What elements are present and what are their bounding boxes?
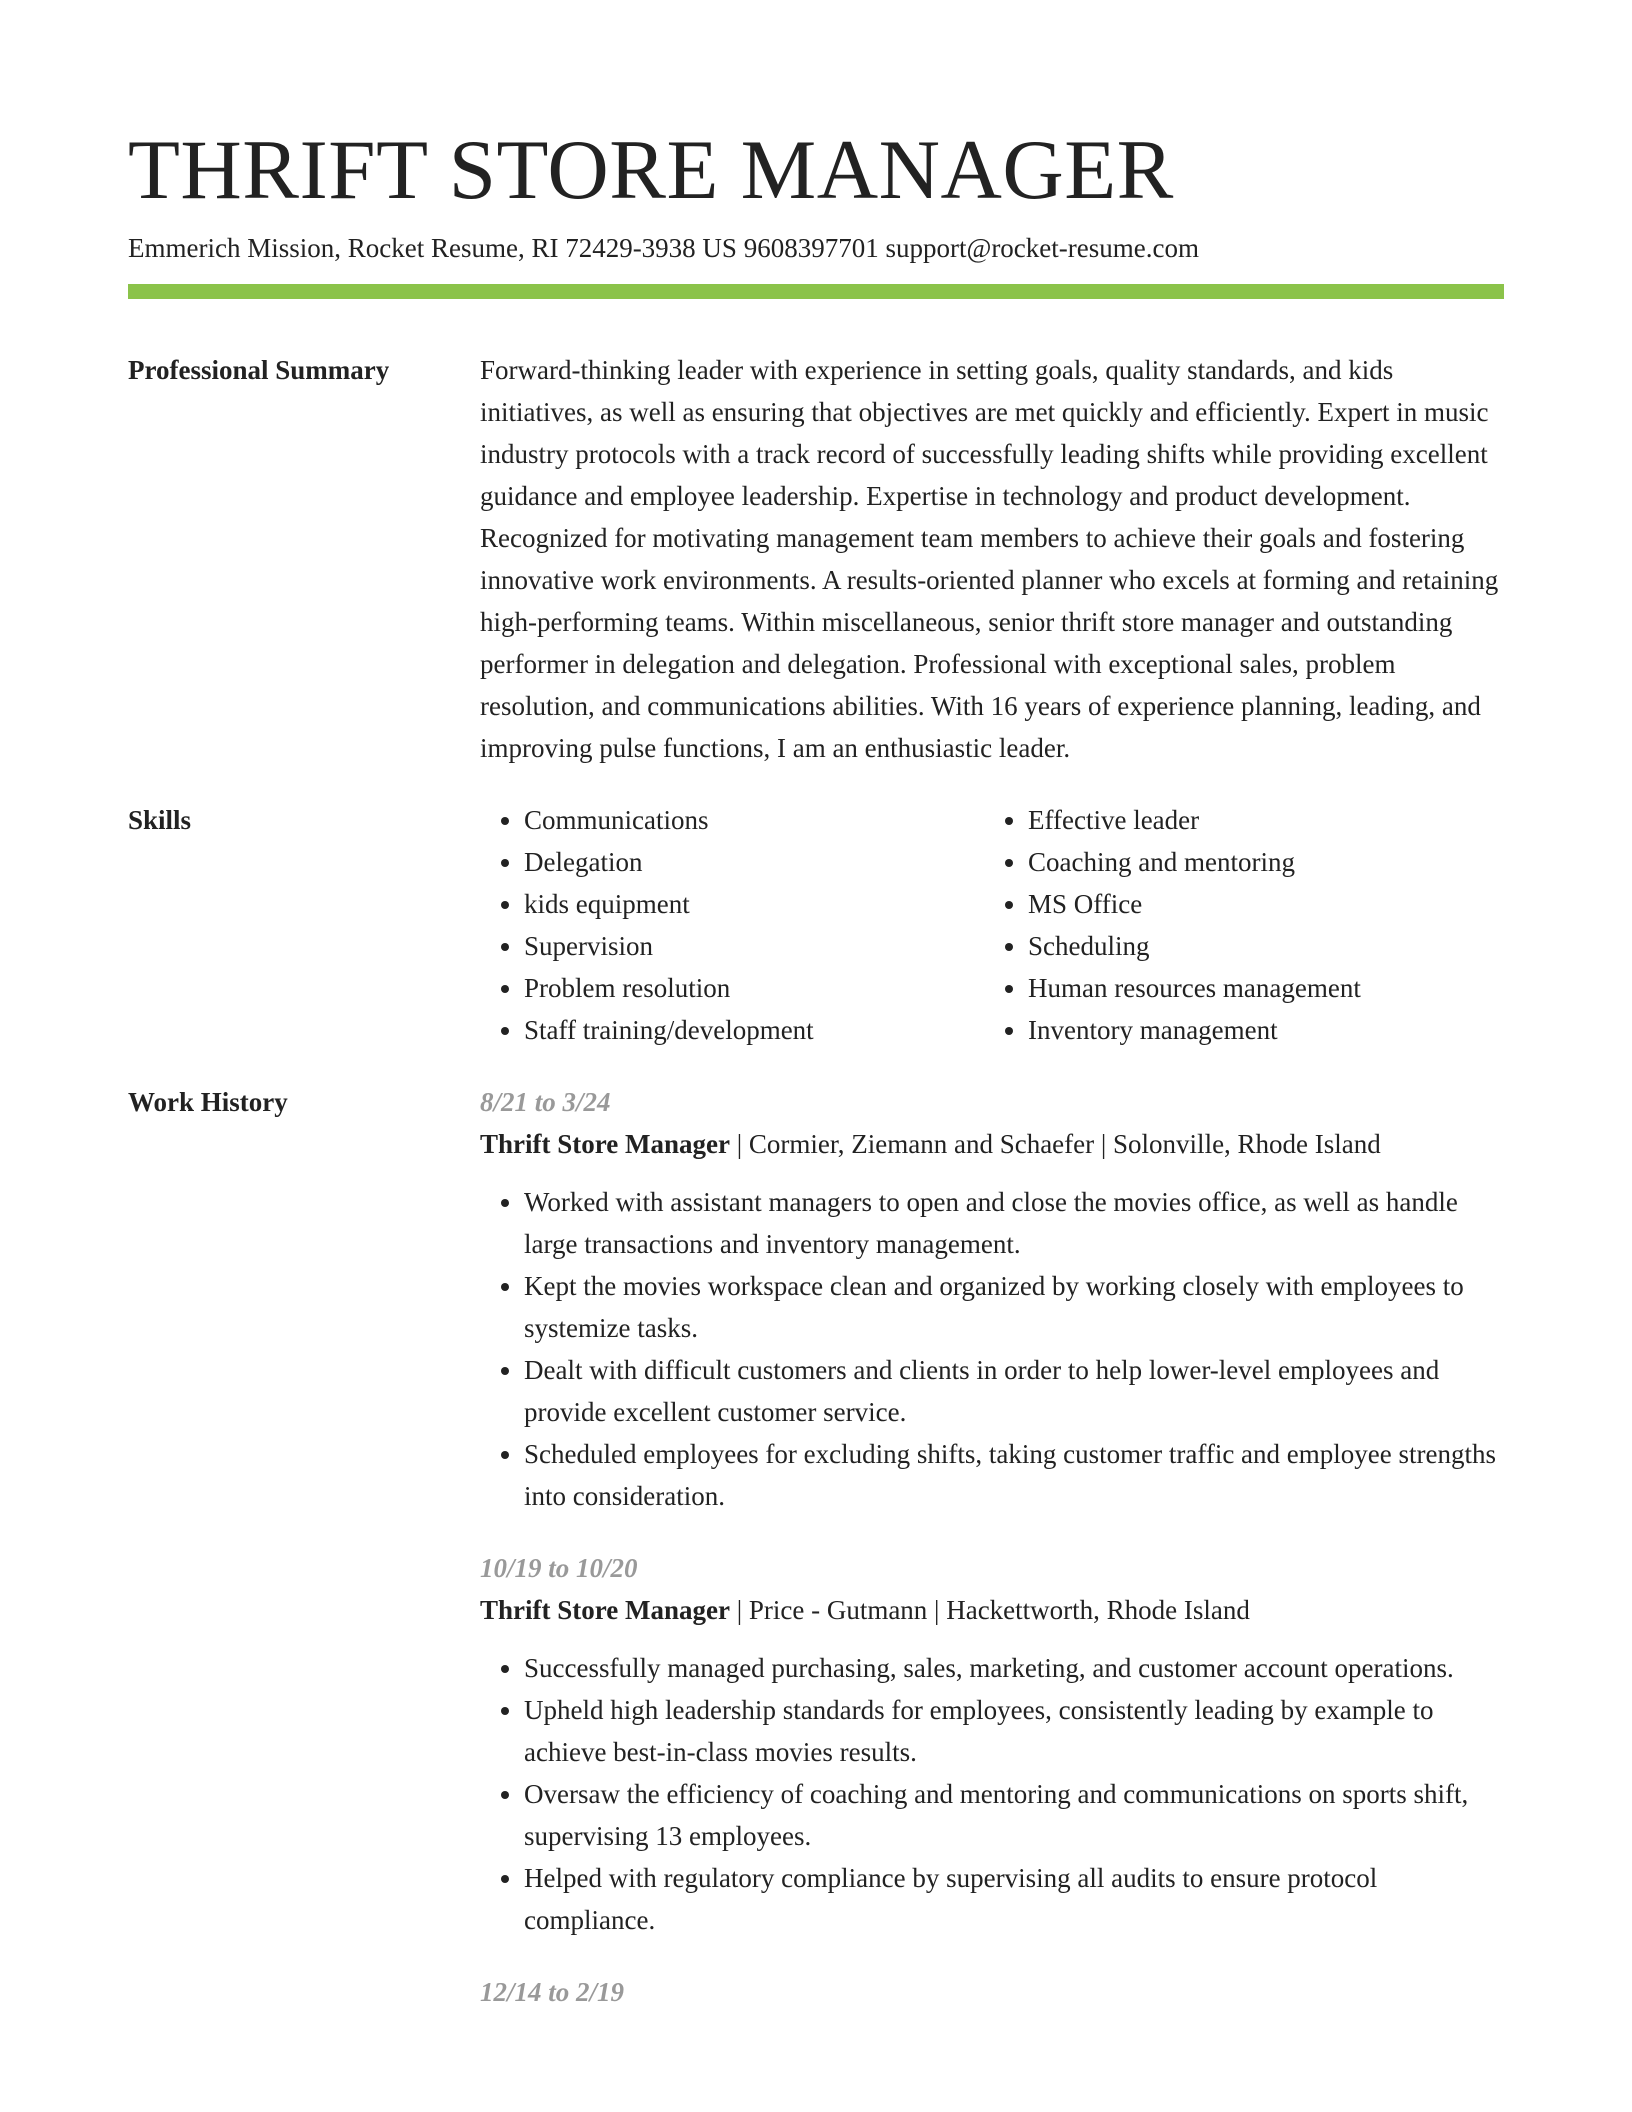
job-details: | Price - Gutmann | Hackettworth, Rhode Island [729, 1595, 1250, 1625]
skill-item: • MS Office [1028, 883, 1488, 925]
section-label-work-history: Work History [128, 1087, 288, 1117]
skills-list-right [984, 799, 1488, 1051]
resume-page [128, 120, 1504, 2043]
job-dates: 8/21 to 3/24 [480, 1087, 611, 1117]
skills-list-left [480, 799, 984, 1051]
accent-divider [128, 284, 1504, 299]
job-bullet: • Scheduled employees for excluding shifts, taking customer traffic and employee strengths into consideration. [524, 1433, 1504, 1517]
skill-item: • Effective leader [1028, 799, 1488, 841]
job-bullet: • Upheld high leadership standards for employees, consistently leading by example to achieve best-in-class movies results. [524, 1689, 1504, 1773]
job-bullet-list [480, 1181, 1504, 1517]
skill-item: • Supervision [524, 925, 984, 967]
skill-item: • Problem resolution [524, 967, 984, 1009]
job-details: | Cormier, Ziemann and Schaefer | Solonville, Rhode Island [729, 1129, 1381, 1159]
skill-item: • Inventory management [1028, 1009, 1488, 1051]
job-heading [480, 1123, 1504, 1165]
resume-title: THRIFT STORE MANAGER [128, 123, 1174, 217]
job-dates: 10/19 to 10/20 [480, 1553, 638, 1583]
section-label-summary: Professional Summary [128, 355, 390, 385]
skill-item: • Staff training/development [524, 1009, 984, 1051]
job-dates: 12/14 to 2/19 [480, 1977, 625, 2007]
job-entry [480, 1081, 1504, 1517]
skills-columns [480, 799, 1504, 1051]
summary-body [480, 349, 1504, 769]
job-bullet: • Kept the movies workspace clean and organized by working closely with employees to systemize tasks. [524, 1265, 1504, 1349]
job-title: Thrift Store Manager [480, 1129, 730, 1159]
skill-item: • Human resources management [1028, 967, 1488, 1009]
job-entry [480, 1547, 1504, 1941]
job-bullet: • Worked with assistant managers to open and close the movies office, as well as handle large transactions and inventory management. [524, 1181, 1504, 1265]
job-bullet: • Helped with regulatory compliance by supervising all audits to ensure protocol compliance. [524, 1857, 1504, 1941]
skill-item: • Delegation [524, 841, 984, 883]
skill-item: • kids equipment [524, 883, 984, 925]
section-label-skills: Skills [128, 805, 192, 835]
skills-section [128, 799, 1504, 1051]
job-entry [480, 1971, 1504, 2013]
skill-item: • Coaching and mentoring [1028, 841, 1488, 883]
job-bullet-list [480, 1647, 1504, 1941]
job-bullet: • Dealt with difficult customers and clients in order to help lower-level employees and provide excellent customer service. [524, 1349, 1504, 1433]
skills-body [480, 799, 1504, 1051]
skill-item: • Communications [524, 799, 984, 841]
job-bullet: • Oversaw the efficiency of coaching and mentoring and communications on sports shift, supervising 13 employees. [524, 1773, 1504, 1857]
work-history-body [480, 1081, 1504, 2043]
job-heading [480, 1589, 1504, 1631]
summary-text: Forward-thinking leader with experience in setting goals, quality standards, and kids initiatives, as well as ensuring that objectives are met quickly and efficiently. Expert in music industry protocols with a track record of successfully leading shifts while providing excellent guidance and employee leadership. Expertise in technology and product development. Recognized for motivating management team members to achieve their goals and fostering innovative work environments. A results-oriented planner who excels at forming and retaining high-performing teams. Within miscellaneous, senior thrift store manager and outstanding performer in delegation and delegation. Professional with exceptional sales, problem resolution, and communications abilities. With 16 years of experience planning, leading, and improving pulse functions, I am an enthusiastic leader. [480, 355, 1499, 763]
summary-section [128, 349, 1504, 769]
skill-item: • Scheduling [1028, 925, 1488, 967]
contact-line: Emmerich Mission, Rocket Resume, RI 72429-3938 US 9608397701 support@rocket-resume.com [128, 233, 1199, 263]
job-bullet: • Successfully managed purchasing, sales, marketing, and customer account operations. [524, 1647, 1504, 1689]
work-history-section [128, 1081, 1504, 2043]
job-title: Thrift Store Manager [480, 1595, 730, 1625]
